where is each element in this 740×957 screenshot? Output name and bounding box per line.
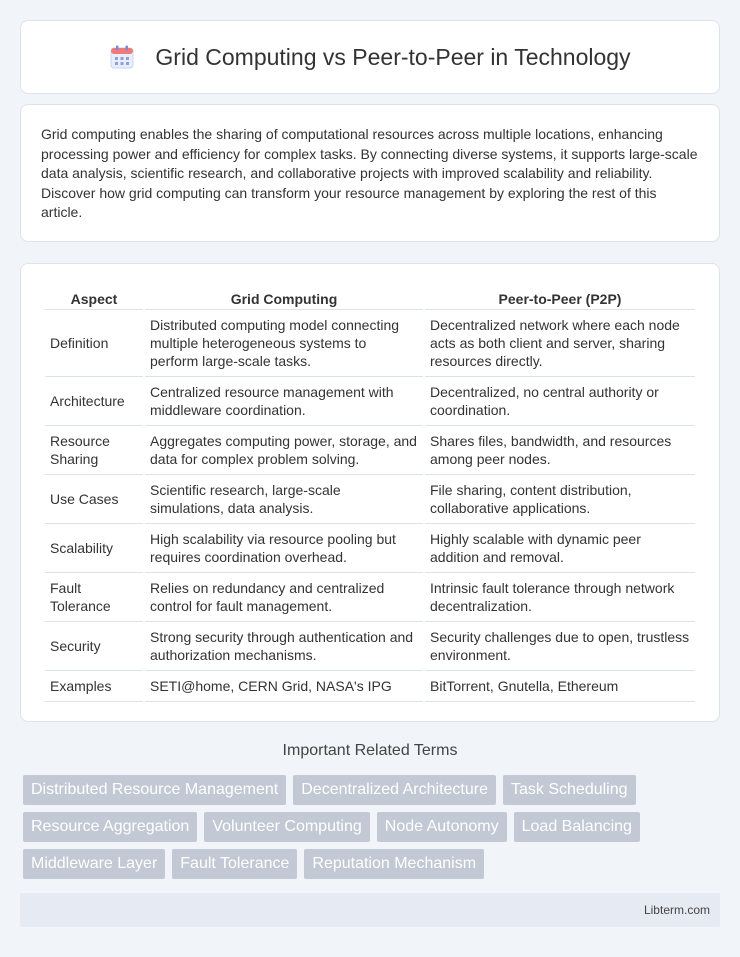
table-row <box>45 524 695 573</box>
tag-distributed-resource-management[interactable]: Distributed Resource Management <box>23 775 286 805</box>
row-grid-value: Scientific research, large-scale simulations, data analysis. <box>145 475 423 524</box>
table-row <box>45 426 695 475</box>
row-grid-value: Aggregates computing power, storage, and data for complex problem solving. <box>145 426 423 475</box>
row-p2p-value: Decentralized, no central authority or coordination. <box>425 377 695 426</box>
row-p2p-value: Security challenges due to open, trustless environment. <box>425 622 695 671</box>
table-row <box>45 573 695 622</box>
intro-text: Grid computing enables the sharing of computational resources across multiple locations, enhancing processing power and efficiency for complex tasks. By connecting diverse systems, it supports large-scale data analysis, scientific research, and collaborative projects with improved scalability and reliability. Discover how grid computing can transform your resource management by exploring the rest of this article. <box>41 126 698 220</box>
row-aspect: Fault Tolerance <box>45 573 143 622</box>
tag-decentralized-architecture[interactable]: Decentralized Architecture <box>293 775 496 805</box>
tag-resource-aggregation[interactable]: Resource Aggregation <box>23 812 197 842</box>
row-grid-value: Distributed computing model connecting multiple heterogeneous systems to perform large-scale tasks. <box>145 310 423 377</box>
tag-task-scheduling[interactable]: Task Scheduling <box>503 775 636 805</box>
row-p2p-value: BitTorrent, Gnutella, Ethereum <box>425 671 695 702</box>
header-card <box>20 20 720 94</box>
calendar-icon <box>109 44 135 70</box>
table-row <box>45 310 695 377</box>
row-grid-value: High scalability via resource pooling but requires coordination overhead. <box>145 524 423 573</box>
row-p2p-value: Highly scalable with dynamic peer addition and removal. <box>425 524 695 573</box>
related-terms-title: Important Related Terms <box>282 742 458 759</box>
header-aspect: Aspect <box>45 284 143 310</box>
header-p2p: Peer-to-Peer (P2P) <box>425 284 695 310</box>
table-row <box>45 671 695 702</box>
row-aspect: Examples <box>45 671 143 702</box>
tag-fault-tolerance[interactable]: Fault Tolerance <box>172 849 297 879</box>
row-grid-value: Relies on redundancy and centralized control for fault management. <box>145 573 423 622</box>
row-grid-value: SETI@home, CERN Grid, NASA's IPG <box>145 671 423 702</box>
comparison-table <box>43 284 697 702</box>
row-p2p-value: Shares files, bandwidth, and resources among peer nodes. <box>425 426 695 475</box>
row-aspect: Scalability <box>45 524 143 573</box>
table-row <box>45 475 695 524</box>
row-p2p-value: Intrinsic fault tolerance through network decentralization. <box>425 573 695 622</box>
tag-load-balancing[interactable]: Load Balancing <box>514 812 640 842</box>
row-aspect: Use Cases <box>45 475 143 524</box>
row-aspect: Resource Sharing <box>45 426 143 475</box>
footer <box>20 893 720 927</box>
row-grid-value: Centralized resource management with middleware coordination. <box>145 377 423 426</box>
tag-volunteer-computing[interactable]: Volunteer Computing <box>204 812 369 842</box>
page-title: Grid Computing vs Peer-to-Peer in Technology <box>155 43 631 70</box>
row-p2p-value: Decentralized network where each node acts as both client and server, sharing resources directly. <box>425 310 695 377</box>
tag-node-autonomy[interactable]: Node Autonomy <box>377 812 507 842</box>
row-aspect: Architecture <box>45 377 143 426</box>
header-grid-computing: Grid Computing <box>145 284 423 310</box>
tag-reputation-mechanism[interactable]: Reputation Mechanism <box>304 849 484 879</box>
table-row <box>45 377 695 426</box>
comparison-table-card <box>20 263 720 722</box>
row-aspect: Definition <box>45 310 143 377</box>
row-aspect: Security <box>45 622 143 671</box>
table-header-row <box>45 284 695 310</box>
row-grid-value: Strong security through authentication and authorization mechanisms. <box>145 622 423 671</box>
row-p2p-value: File sharing, content distribution, collaborative applications. <box>425 475 695 524</box>
related-terms-list <box>23 775 723 886</box>
table-row <box>45 622 695 671</box>
tag-middleware-layer[interactable]: Middleware Layer <box>23 849 165 879</box>
footer-site-link[interactable]: Libterm.com <box>643 903 710 917</box>
intro-card <box>20 104 720 242</box>
